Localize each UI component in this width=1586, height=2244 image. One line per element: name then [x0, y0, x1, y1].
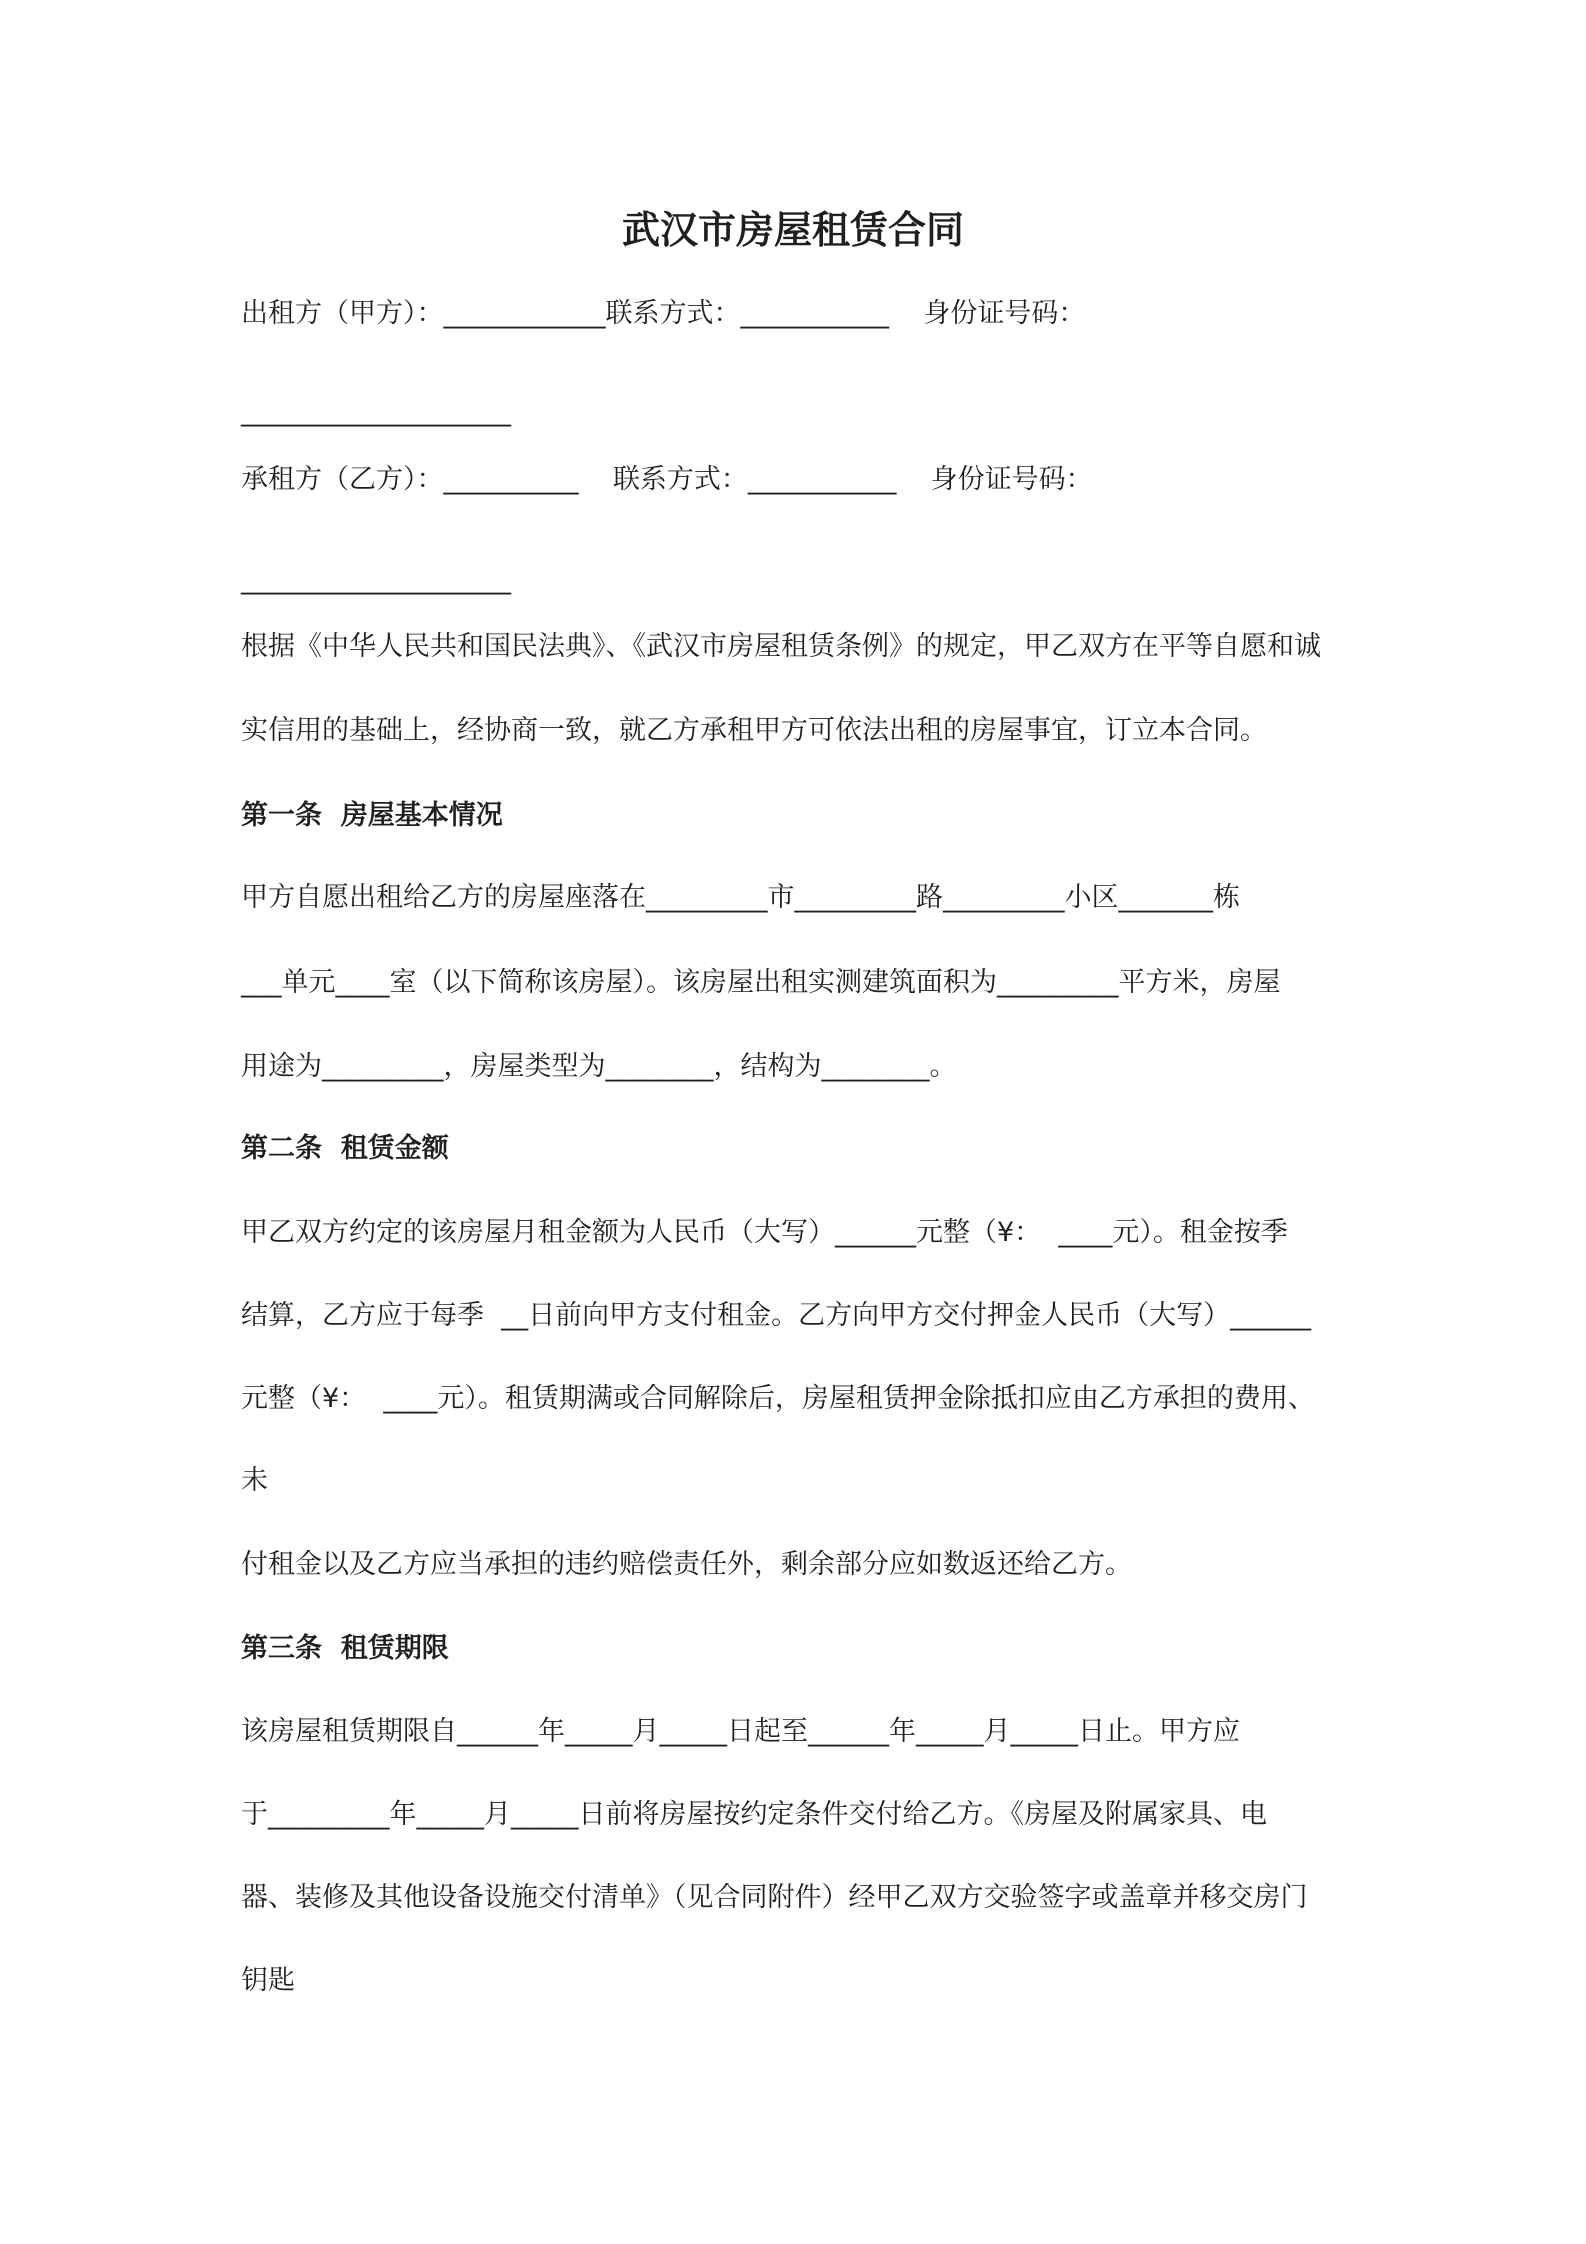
contract-title: 武汉市房屋租赁合同 — [621, 208, 964, 252]
article-3-line-2: 于_________年_____月_____日前将房屋按约定条件交付给乙方。《房屋及附属家具、电 — [241, 1799, 1267, 1830]
article-3-line-4: 钥匙 — [241, 1965, 295, 1996]
article-1-line-2: ___单元____室（以下简称该房屋）。该房屋出租实测建筑面积为_________平方米，房屋 — [241, 967, 1281, 998]
article-2-line-3: 元整（¥： ____元）。租赁期满或合同解除后，房屋租赁押金除抵扣应由乙方承担的费用、 — [241, 1383, 1315, 1414]
party-a-line: 出租方（甲方）：____________联系方式：___________ 身份证号码： — [241, 298, 1086, 329]
article-2-heading: 第二条 租赁金额 — [241, 1133, 449, 1164]
article-2-line-4: 未 — [241, 1465, 268, 1496]
preamble-line-1: 根据《中华人民共和国民法典》、《武汉市房屋租赁条例》的规定，甲乙双方在平等自愿和诚 — [241, 631, 1321, 662]
article-3-line-1: 该房屋租赁期限自______年_____月_____日起至______年_____月_____日止。甲方应 — [241, 1716, 1240, 1747]
article-2-line-2: 结算，乙方应于每季 __日前向甲方支付租金。乙方向甲方交付押金人民币（大写）______ — [241, 1300, 1312, 1331]
article-3-line-3: 器、装修及其他设备设施交付清单》（见合同附件）经甲乙双方交验签字或盖章并移交房门 — [241, 1882, 1308, 1913]
article-3-heading: 第三条 租赁期限 — [241, 1633, 449, 1664]
article-2-line-1: 甲乙双方约定的该房屋月租金额为人民币（大写）______元整（¥： ____元）。租金按季 — [241, 1217, 1288, 1248]
preamble-line-2: 实信用的基础上，经协商一致，就乙方承租甲方可依法出租的房屋事宜，订立本合同。 — [241, 715, 1267, 746]
party-b-id-blank: ____________________ — [241, 564, 511, 595]
article-1-line-1: 甲方自愿出租给乙方的房屋座落在_________市_________路_________小区_______栋 — [241, 882, 1240, 913]
party-a-id-blank: ____________________ — [241, 396, 511, 427]
party-b-line: 承租方（乙方）：__________ 联系方式：___________ 身份证号码： — [241, 464, 1093, 495]
article-2-line-5: 付租金以及乙方应当承担的违约赔偿责任外，剩余部分应如数返还给乙方。 — [241, 1549, 1132, 1580]
article-1-line-3: 用途为_________，房屋类型为________，结构为________。 — [241, 1051, 957, 1082]
article-1-heading: 第一条 房屋基本情况 — [241, 800, 503, 831]
